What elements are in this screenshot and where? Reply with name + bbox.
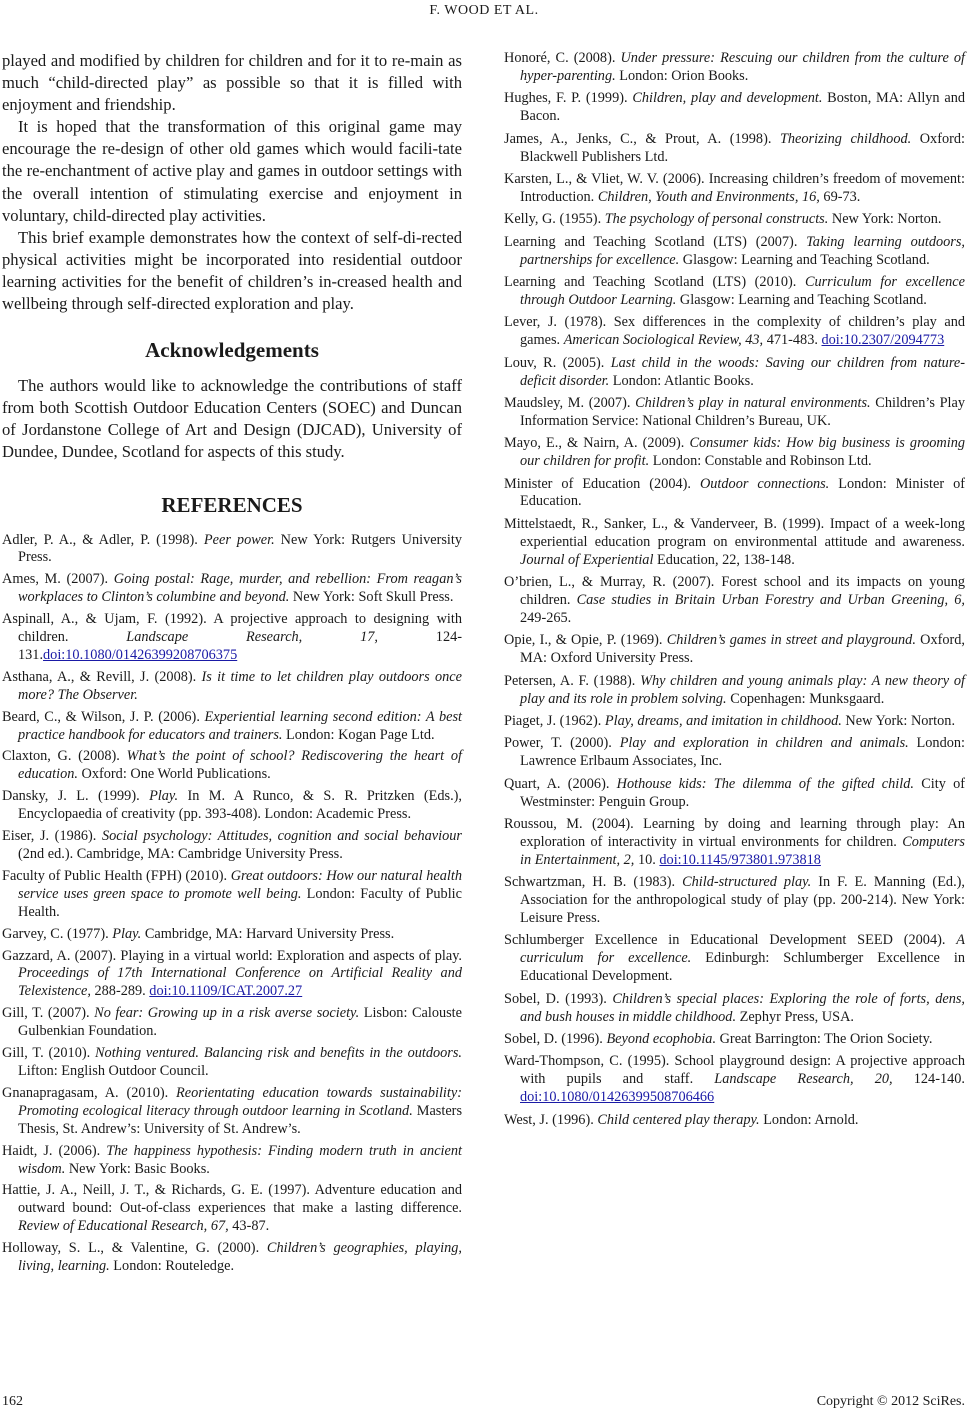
reference-authors: Piaget, J. (1962). [504, 712, 605, 729]
reference-title: Children, Youth and Environments, 16, [597, 188, 820, 205]
reference-authors: Sobel, D. (1993). [504, 990, 613, 1007]
reference-entry [504, 735, 965, 771]
reference-entry [504, 713, 965, 731]
reference-title: Play and exploration in children and animals. [619, 735, 909, 752]
reference-entry [504, 932, 965, 986]
reference-entry [504, 1053, 965, 1107]
reference-details: Copenhagen: Munksgaard. [726, 690, 885, 707]
reference-authors: Haidt, J. (2006). [2, 1142, 107, 1159]
reference-details: 124-131. [18, 629, 462, 663]
reference-entry [2, 868, 462, 922]
reference-title: Reorientating education towards sustainability: Promoting ecological literacy through outdoor learning in Scotland. [18, 1084, 462, 1119]
reference-entry [504, 776, 965, 812]
reference-entry [2, 1143, 462, 1179]
reference-authors: Adler, P. A., & Adler, P. (1998). [2, 531, 204, 548]
reference-authors: Minister of Education (2004). [504, 475, 700, 492]
reference-details: New York: Soft Skull Press. [289, 589, 454, 606]
reference-title: American Sociological Review, 43, [563, 332, 764, 349]
reference-authors: Hattie, J. A., Neill, J. T., & Richards, G. E. (1997). Adventure education and outward bound: Out-of-class experiences that make a lasting difference. [2, 1182, 462, 1217]
reference-authors: Sobel, D. (1996). [504, 1030, 607, 1047]
reference-authors: Learning and Teaching Scotland (LTS) (2007). [504, 233, 807, 250]
reference-authors: Mittelstaedt, R., Sanker, L., & Vanderveer, B. (1999). Impact of a week-long experiential education program on environmental attitude and awareness. [504, 515, 965, 550]
reference-title: Going postal: Rage, murder, and rebellion: From reagan’s workplaces to Clinton’s columbine and beyond. [18, 571, 462, 606]
reference-title: No fear: Growing up in a risk averse society. [94, 1005, 360, 1022]
reference-title: The happiness hypothesis: Finding modern truth in ancient wisdom. [18, 1142, 462, 1177]
reference-authors: Gazzard, A. (2007). Playing in a virtual world: Exploration and aspects of play. [2, 947, 462, 964]
reference-title: Play, dreams, and imitation in childhood. [604, 712, 842, 729]
reference-entry [2, 1182, 462, 1236]
doi-link[interactable]: doi:10.1080/01426399508706466 [520, 1089, 715, 1106]
reference-details: 471-483. [763, 332, 822, 349]
reference-details: Zephyr Press, USA. [736, 1008, 854, 1025]
reference-entry [2, 788, 462, 824]
reference-details: Lisbon: Calouste Gulbenkian Foundation. [18, 1005, 462, 1040]
doi-link[interactable]: doi:10.2307/2094773 [821, 332, 945, 349]
reference-authors: Schwartzman, H. B. (1983). [504, 874, 683, 891]
reference-authors: Ward-Thompson, C. (1995). School playground design: A projective approach with pupils and staff. [504, 1053, 965, 1088]
reference-details: 10. [634, 851, 660, 868]
reference-title: Why children and young animals play: A new theory of play and its role in problem solving. [520, 672, 965, 707]
doi-link[interactable]: doi:10.1080/01426399208706375 [43, 646, 238, 663]
reference-details: Education, 22, 138-148. [653, 551, 795, 568]
reference-details: London: Faculty of Public Health. [18, 885, 462, 920]
reference-entry [504, 476, 965, 512]
reference-details: Boston, MA: Allyn and Bacon. [520, 90, 965, 125]
reference-authors: Gnanapragasam, A. (2010). [2, 1084, 177, 1101]
reference-authors: Power, T. (2000). [504, 735, 620, 752]
reference-authors: James, A., Jenks, C., & Prout, A. (1998). [504, 130, 780, 147]
reference-entry [2, 1085, 462, 1139]
reference-authors: Dansky, J. L. (1999). [2, 788, 150, 805]
reference-title: Play. [112, 925, 142, 942]
reference-title: Review of Educational Research, 67, [18, 1218, 229, 1235]
reference-authors: Claxton, G. (2008). [2, 748, 127, 765]
reference-details: Glasgow: Learning and Teaching Scotland. [676, 291, 927, 308]
right-column [504, 50, 965, 1134]
reference-entry [2, 571, 462, 607]
reference-authors: Mayo, E., & Nairn, A. (2009). [504, 435, 690, 452]
reference-authors: Louv, R. (2005). [504, 354, 611, 371]
reference-entry [2, 1005, 462, 1041]
references-list-left [2, 532, 462, 1276]
reference-authors: Petersen, A. F. (1988). [504, 672, 641, 689]
reference-title: Landscape Research, 20, [714, 1071, 893, 1088]
reference-title: Experiential learning second edition: A best practice handbook for educators and trainers. [18, 708, 462, 743]
reference-authors: Quart, A. (2006). [504, 775, 617, 792]
reference-authors: Asthana, A., & Revill, J. (2008). [2, 668, 202, 685]
reference-entry [504, 395, 965, 431]
reference-entry [2, 669, 462, 705]
reference-details: Lifton: English Outdoor Council. [18, 1062, 209, 1079]
references-heading: REFERENCES [161, 492, 303, 517]
reference-details: New York: Norton. [841, 712, 956, 729]
reference-entry [2, 948, 462, 1002]
reference-title: Children’s special places: Exploring the role of forts, dens, and bush houses in middle childhood. [520, 990, 965, 1025]
reference-title: A curriculum for excellence. [520, 932, 965, 967]
reference-title: Play. [149, 788, 179, 805]
copyright-notice: Copyright © 2012 SciRes. [816, 1394, 965, 1409]
reference-entry [504, 90, 965, 126]
reference-details: City of Westminster: Penguin Group. [520, 775, 965, 810]
reference-authors: Gill, T. (2010). [2, 1045, 96, 1062]
reference-title: Last child in the woods: Saving our children from nature-deficit disorder. [520, 354, 965, 389]
reference-authors: Hughes, F. P. (1999). [504, 90, 633, 107]
reference-entry [2, 709, 462, 745]
reference-authors: Kelly, G. (1955). [504, 211, 605, 228]
reference-entry [504, 516, 965, 570]
reference-entry [504, 314, 965, 350]
reference-title: Journal of Experiential [520, 551, 654, 568]
reference-details: London: Constable and Robinson Ltd. [649, 453, 872, 470]
reference-title: Proceedings of 17th International Conference on Artificial Reality and Telexistence, [18, 965, 462, 1000]
reference-details: Glasgow: Learning and Teaching Scotland. [679, 251, 930, 268]
reference-details: 249-265. [520, 609, 572, 626]
reference-entry [504, 50, 965, 86]
reference-details: Oxford, MA: Oxford University Press. [520, 632, 965, 667]
reference-entry [504, 355, 965, 391]
reference-title: Theorizing childhood. [779, 130, 912, 147]
reference-authors: Holloway, S. L., & Valentine, G. (2000). [2, 1240, 267, 1257]
reference-entry [504, 234, 965, 270]
reference-entry [504, 211, 965, 229]
reference-title: Beyond ecophobia. [606, 1030, 717, 1047]
reference-details: London: Kogan Page Ltd. [282, 726, 435, 743]
reference-details: 288-289. [90, 983, 150, 1000]
reference-title: Child centered play therapy. [597, 1111, 760, 1128]
reference-authors: Schlumberger Excellence in Educational Development SEED (2004). [504, 932, 957, 949]
reference-entry [2, 1240, 462, 1276]
reference-entry [504, 673, 965, 709]
reference-entry [2, 926, 462, 944]
reference-title: Landscape Research, 17, [126, 629, 378, 646]
reference-title: The psychology of personal constructs. [604, 211, 829, 228]
reference-details: London: Arnold. [759, 1111, 859, 1128]
reference-authors: Opie, I., & Opie, P. (1969). [504, 632, 667, 649]
reference-details: Edinburgh: Schlumberger Excellence in Educational Development. [520, 950, 965, 985]
body-paragraph: played and modified by children for children and for it to re-main as much “child-directed play” as possible so that it is filled with enjoyment and friendship. [2, 51, 462, 115]
body-paragraph: It is hoped that the transformation of this original game may encourage the re-design of other old games which would facili-tate the re-enchantment of active play and games in outdoor settings with the overall intention of stimulating exercise and enjoyment in voluntary, child-directed play activities. [2, 117, 462, 225]
reference-authors: West, J. (1996). [504, 1111, 598, 1128]
reference-details: Oxford: One World Publications. [77, 766, 271, 783]
reference-title: Taking learning outdoors, partnerships for excellence. [520, 233, 965, 268]
reference-title: Outdoor connections. [699, 475, 830, 492]
reference-authors: Learning and Teaching Scotland (LTS) (2010). [504, 273, 805, 290]
reference-details: In F. E. Manning (Ed.), Association for the anthropological study of play (pp. 200-214). New York: Leisure Press. [520, 874, 965, 926]
reference-title: What’s the point of school? Rediscovering the heart of education. [18, 748, 462, 783]
reference-authors: Faculty of Public Health (FPH) (2010). [2, 867, 231, 884]
reference-title: Under pressure: Rescuing our children from the culture of hyper-parenting. [520, 50, 965, 84]
reference-authors: Eiser, J. (1986). [2, 828, 102, 845]
reference-entry [504, 991, 965, 1027]
reference-entry [2, 611, 462, 665]
reference-details: London: Atlantic Books. [609, 372, 754, 389]
reference-title: Consumer kids: How big business is grooming our children for profit. [520, 435, 965, 470]
reference-details: Children’s Play Information Service: National Children’s Bureau, UK. [520, 394, 965, 429]
reference-details: London: Minister of Education. [520, 475, 966, 510]
reference-entry [2, 1045, 462, 1081]
running-head: F. WOOD ET AL. [429, 3, 539, 18]
reference-entry [504, 131, 965, 167]
acknowledgements-heading: Acknowledgements [145, 338, 319, 363]
reference-details: Oxford: Blackwell Publishers Ltd. [520, 130, 965, 165]
reference-details: London: Orion Books. [615, 67, 749, 84]
reference-entry [504, 574, 965, 628]
reference-entry [504, 274, 965, 310]
reference-details: New York: Basic Books. [65, 1160, 210, 1177]
reference-title: Is it time to let children play outdoors once more? The Observer. [18, 668, 462, 703]
reference-authors: Roussou, M. (2004). Learning by doing and learning through play: An exploration of interactivity in virtual environments for children. [504, 815, 965, 850]
reference-entry [504, 816, 965, 870]
reference-details: 43-87. [228, 1218, 270, 1235]
reference-details: New York: Rutgers University Press. [18, 531, 462, 566]
reference-entry [2, 748, 462, 784]
reference-title: Hothouse kids: The dilemma of the gifted child. [616, 775, 914, 792]
references-list-right [504, 50, 965, 1129]
reference-title: Children, play and development. [632, 90, 823, 107]
reference-authors: Garvey, C. (1977). [2, 925, 113, 942]
reference-details: New York: Norton. [828, 211, 942, 228]
reference-details: London: Routeledge. [109, 1258, 235, 1275]
reference-authors: O’brien, L., & Murray, R. (2007). Forest school and its impacts on young children. [504, 574, 965, 608]
reference-entry [504, 874, 965, 928]
reference-title: Case studies in Britain Urban Forestry and Urban Greening, 6, [576, 591, 965, 608]
left-column [2, 50, 462, 1280]
reference-entry [504, 171, 965, 207]
reference-title: Social psychology: Attitudes, cognition and social behaviour [101, 828, 462, 845]
reference-title: Computers in Entertainment, 2, [520, 833, 965, 868]
reference-title: Curriculum for excellence through Outdoor Learning. [520, 273, 965, 308]
reference-authors: Gill, T. (2007). [2, 1005, 95, 1022]
reference-authors: Beard, C., & Wilson, J. P. (2006). [2, 708, 205, 725]
reference-details: Great Barrington: The Orion Society. [716, 1030, 933, 1047]
reference-details: Masters Thesis, St. Andrew’s: University of St. Andrew’s. [18, 1102, 463, 1137]
reference-details: Cambridge, MA: Harvard University Press. [141, 925, 395, 942]
reference-details: 124-140. [892, 1071, 965, 1088]
reference-authors: Maudsley, M. (2007). [504, 394, 636, 411]
reference-authors: Aspinall, A., & Ujam, F. (1992). A projective approach to designing with children. [2, 611, 462, 646]
reference-title: Nothing ventured. Balancing risk and benefits in the outdoors. [95, 1045, 462, 1062]
reference-title: Peer power. [203, 531, 275, 548]
reference-details: (2nd ed.). Cambridge, MA: Cambridge University Press. [18, 846, 343, 862]
reference-entry [2, 532, 462, 568]
reference-details: London: Lawrence Erlbaum Associates, Inc. [520, 735, 965, 770]
reference-details: In M. A Runco, & S. R. Pritzken (Eds.), Encyclopaedia of creativity (pp. 393-408). London: Academic Press. [18, 788, 463, 823]
body-paragraph: This brief example demonstrates how the context of self-di-rected physical activities might be incorporated into residential outdoor learning activities for the benefit of children’s in-creased health and wellbeing through self-directed exploration and play. [2, 227, 462, 314]
page-number: 162 [2, 1394, 23, 1409]
reference-entry [504, 1112, 965, 1130]
reference-title: Great outdoors: How our natural health service uses green space to promote well being. [18, 867, 462, 902]
reference-title: Children’s play in natural environments. [635, 394, 871, 411]
reference-entry [504, 632, 965, 668]
reference-title: Children’s games in street and playground. [666, 632, 916, 649]
reference-authors: Honoré, C. (2008). [504, 50, 621, 66]
reference-title: Children’s geographies, playing, living, learning. [18, 1240, 462, 1275]
acknowledgements-text: The authors would like to acknowledge the contributions of staff from both Scottish Outdoor Education Centers (SOEC) and Duncan of Jordanstone College of Art and Design (DJCAD), University of Dundee, Dundee, Scotland for aspects of this study. [2, 376, 462, 462]
reference-details: 69-73. [819, 188, 861, 205]
reference-entry [504, 435, 965, 471]
doi-link[interactable]: doi:10.1109/ICAT.2007.27 [149, 983, 303, 1000]
doi-link[interactable]: doi:10.1145/973801.973818 [659, 851, 821, 868]
reference-entry [2, 828, 462, 864]
reference-authors: Karsten, L., & Vliet, W. V. (2006). Increasing children’s freedom of movement: Introduction. [504, 170, 965, 205]
reference-title: Child-structured play. [682, 874, 812, 891]
reference-authors: Ames, M. (2007). [2, 571, 114, 588]
reference-authors: Lever, J. (1978). Sex differences in the complexity of children’s play and games. [504, 314, 965, 349]
reference-entry [504, 1031, 965, 1049]
